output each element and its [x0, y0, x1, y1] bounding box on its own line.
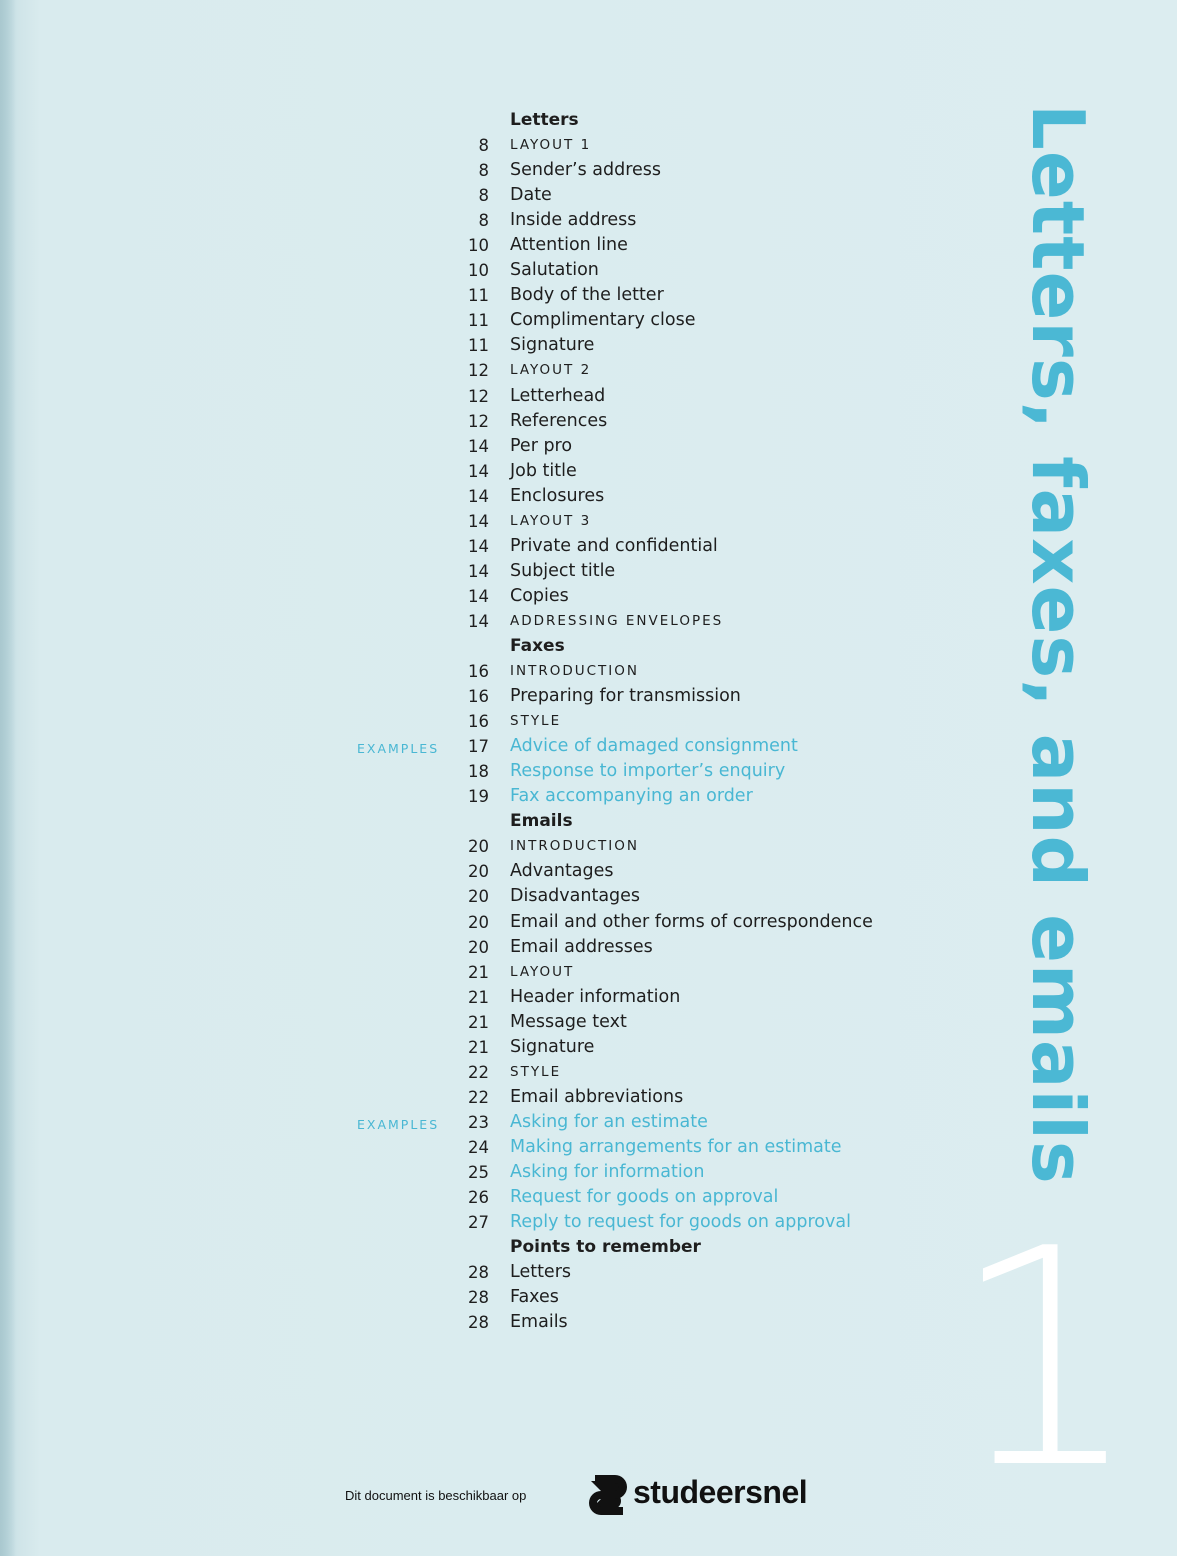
toc-page-number: 24	[468, 1137, 489, 1157]
toc-row[interactable]	[300, 1010, 900, 1035]
studeersnel-brand[interactable]: studeersnel	[633, 1474, 808, 1510]
toc-row[interactable]	[300, 484, 900, 509]
toc-entry-label: Faxes	[510, 1287, 559, 1308]
toc-entry-label: Advantages	[510, 861, 614, 882]
toc-entry-label: LAYOUT 3	[510, 512, 592, 529]
toc-page-number: 10	[468, 261, 489, 281]
toc-row[interactable]	[300, 1210, 900, 1235]
toc-row[interactable]	[300, 910, 900, 935]
toc-row[interactable]	[300, 509, 900, 534]
chapter-number: 1	[950, 1185, 1141, 1534]
toc-page-number: 12	[468, 386, 489, 406]
toc-row[interactable]	[300, 1060, 900, 1085]
toc-entry-label: Email and other forms of correspondence	[510, 911, 873, 932]
toc-section-heading: Letters	[510, 110, 579, 130]
toc-entry-label: LAYOUT	[510, 963, 575, 980]
toc-page-number: 23	[468, 1112, 489, 1132]
toc-page-number: 16	[468, 687, 489, 707]
toc-entry-label: Disadvantages	[510, 886, 641, 907]
toc-row[interactable]	[300, 358, 900, 383]
toc-row[interactable]	[300, 308, 900, 333]
toc-row[interactable]	[300, 1260, 900, 1285]
toc-entry-label: Asking for information	[510, 1161, 705, 1182]
toc-entry-label: Header information	[510, 986, 681, 1007]
toc-page-number: 20	[468, 862, 489, 882]
toc-row[interactable]	[300, 884, 900, 909]
toc-entry-label: STYLE	[510, 1063, 562, 1080]
toc-entry-label: Fax accompanying an order	[510, 786, 753, 807]
toc-page-number: 22	[468, 1087, 489, 1107]
toc-row[interactable]	[300, 1085, 900, 1110]
toc-row[interactable]	[300, 233, 900, 258]
toc-page-number: 14	[468, 486, 489, 506]
toc-entry-label: Message text	[510, 1011, 627, 1032]
toc-page-number: 14	[468, 461, 489, 481]
toc-section-heading: Faxes	[510, 635, 565, 656]
toc-page-number: 14	[468, 436, 489, 456]
toc-row[interactable]	[300, 208, 900, 233]
toc-row[interactable]	[300, 1285, 900, 1310]
table-of-contents	[300, 108, 900, 1335]
toc-row[interactable]	[300, 709, 900, 734]
footer-text[interactable]: Dit document is beschikbaar op	[345, 1488, 527, 1503]
toc-row[interactable]	[300, 559, 900, 584]
toc-row[interactable]	[300, 1235, 900, 1260]
toc-page-number: 17	[468, 737, 489, 757]
toc-page-number: 8	[478, 186, 489, 206]
toc-entry-label: Request for goods on approval	[510, 1187, 779, 1208]
toc-row[interactable]	[300, 1185, 900, 1210]
toc-entry-label: Enclosures	[510, 485, 605, 506]
toc-row[interactable]	[300, 809, 900, 834]
toc-entry-label: Attention line	[510, 235, 628, 256]
toc-entry-label: Subject title	[510, 560, 616, 581]
toc-entry-label: Body of the letter	[510, 285, 664, 306]
toc-row[interactable]	[300, 258, 900, 283]
toc-row[interactable]	[300, 1135, 900, 1160]
toc-row[interactable]	[300, 183, 900, 208]
toc-entry-label: ADDRESSING ENVELOPES	[510, 612, 724, 629]
toc-row[interactable]	[300, 333, 900, 358]
toc-row[interactable]	[300, 859, 900, 884]
toc-page-number: 14	[468, 561, 489, 581]
toc-row[interactable]	[300, 734, 900, 759]
toc-page-number: 14	[468, 511, 489, 531]
toc-row[interactable]	[300, 108, 900, 133]
toc-row[interactable]	[300, 659, 900, 684]
toc-entry-label: Response to importer’s enquiry	[510, 761, 786, 782]
toc-page-number: 16	[468, 662, 489, 682]
toc-page-number: 27	[468, 1213, 489, 1233]
toc-section-heading: Emails	[510, 811, 573, 832]
toc-entry-label: Salutation	[510, 260, 599, 281]
toc-page-number: 14	[468, 611, 489, 631]
toc-entry-label: References	[510, 410, 608, 431]
toc-page-number: 20	[468, 837, 489, 857]
toc-page-number: 12	[468, 411, 489, 431]
toc-page-number: 28	[468, 1313, 489, 1333]
examples-tag: EXAMPLES	[357, 1116, 440, 1132]
studeersnel-logo-icon[interactable]	[581, 1471, 629, 1519]
toc-entry-label: Copies	[510, 585, 569, 606]
toc-row[interactable]	[300, 283, 900, 308]
toc-row[interactable]	[300, 634, 900, 659]
toc-page-number: 18	[468, 762, 489, 782]
chapter-title: Letters, faxes, and emails	[1016, 104, 1100, 1185]
toc-page-number: 20	[468, 887, 489, 907]
toc-entry-label: Private and confidential	[510, 535, 718, 556]
toc-page-number: 21	[468, 962, 489, 982]
toc-row[interactable]	[300, 534, 900, 559]
toc-row[interactable]	[300, 1110, 900, 1135]
toc-page-number: 20	[468, 912, 489, 932]
toc-page-number: 8	[478, 136, 489, 156]
toc-row[interactable]	[300, 459, 900, 484]
toc-row[interactable]	[300, 158, 900, 183]
chapter-title-vertical	[1000, 104, 1120, 1185]
toc-page-number: 25	[468, 1162, 489, 1182]
toc-row[interactable]	[300, 759, 900, 784]
toc-entry-label: Letterhead	[510, 385, 606, 406]
toc-entry-label: LAYOUT 2	[510, 362, 592, 379]
toc-page-number: 21	[468, 1037, 489, 1057]
toc-row[interactable]	[300, 960, 900, 985]
toc-section-heading: Points to remember	[510, 1237, 701, 1258]
toc-page-number: 8	[478, 211, 489, 231]
toc-row[interactable]	[300, 935, 900, 960]
toc-row[interactable]	[300, 834, 900, 859]
toc-row[interactable]	[300, 684, 900, 709]
toc-entry-label: Making arrangements for an estimate	[510, 1136, 842, 1157]
toc-page-number: 28	[468, 1288, 489, 1308]
toc-entry-label: Job title	[510, 460, 577, 481]
toc-row[interactable]	[300, 1035, 900, 1060]
toc-entry-label: Date	[510, 185, 552, 206]
toc-entry-label: Per pro	[510, 435, 573, 456]
toc-row[interactable]	[300, 434, 900, 459]
toc-page-number: 11	[468, 311, 489, 331]
toc-page-number: 11	[468, 336, 489, 356]
toc-row[interactable]	[300, 409, 900, 434]
toc-page-number: 20	[468, 937, 489, 957]
toc-entry-label: Advice of damaged consignment	[510, 736, 798, 757]
toc-page-number: 14	[468, 536, 489, 556]
toc-entry-label: Emails	[510, 1312, 568, 1333]
toc-page-number: 11	[468, 286, 489, 306]
toc-page-number: 10	[468, 236, 489, 256]
toc-page-number: 16	[468, 712, 489, 732]
toc-row[interactable]	[300, 784, 900, 809]
toc-page-number: 19	[468, 787, 489, 807]
toc-entry-label: Email abbreviations	[510, 1086, 684, 1107]
toc-entry-label: Preparing for transmission	[510, 686, 741, 707]
toc-entry-label: INTRODUCTION	[510, 838, 639, 855]
footer	[345, 1470, 865, 1520]
toc-page-number: 22	[468, 1062, 489, 1082]
toc-page-number: 26	[468, 1188, 489, 1208]
examples-tag: EXAMPLES	[357, 741, 440, 757]
toc-entry-label: LAYOUT 1	[510, 137, 592, 154]
page-binding-shadow	[0, 0, 16, 1556]
toc-entry-label: Email addresses	[510, 936, 653, 957]
toc-page-number: 21	[468, 1012, 489, 1032]
toc-page-number: 21	[468, 987, 489, 1007]
toc-row[interactable]	[300, 985, 900, 1010]
toc-entry-label: Inside address	[510, 210, 637, 231]
toc-entry-label: Reply to request for goods on approval	[510, 1212, 851, 1233]
toc-row[interactable]	[300, 609, 900, 634]
toc-entry-label: Asking for an estimate	[510, 1111, 708, 1132]
toc-row[interactable]	[300, 1160, 900, 1185]
toc-page-number: 12	[468, 361, 489, 381]
toc-entry-label: Sender’s address	[510, 160, 662, 181]
toc-entry-label: STYLE	[510, 713, 562, 730]
toc-entry-label: INTRODUCTION	[510, 663, 639, 680]
toc-row[interactable]	[300, 133, 900, 158]
toc-entry-label: Signature	[510, 335, 595, 356]
toc-page-number: 8	[478, 161, 489, 181]
toc-page-number: 28	[468, 1263, 489, 1283]
toc-row[interactable]	[300, 584, 900, 609]
toc-entry-label: Signature	[510, 1036, 595, 1057]
toc-row[interactable]	[300, 1310, 900, 1335]
toc-row[interactable]	[300, 384, 900, 409]
toc-entry-label: Complimentary close	[510, 310, 696, 331]
toc-entry-label: Letters	[510, 1262, 572, 1283]
toc-page-number: 14	[468, 586, 489, 606]
